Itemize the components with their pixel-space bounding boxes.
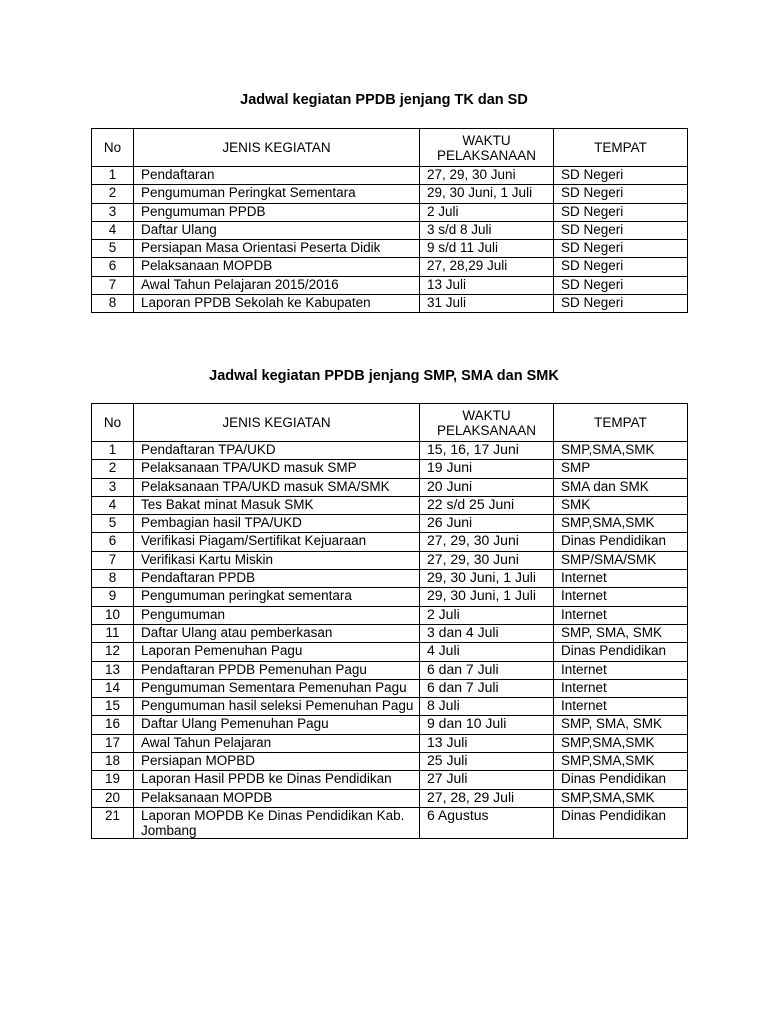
cell-tempat: SD Negeri xyxy=(554,276,688,294)
cell-no: 14 xyxy=(92,679,134,697)
cell-tempat: SD Negeri xyxy=(554,203,688,221)
cell-waktu: 29, 30 Juni, 1 Juli xyxy=(420,185,554,203)
cell-waktu: 27, 28, 29 Juli xyxy=(420,789,554,807)
cell-jenis: Pengumuman Sementara Pemenuhan Pagu xyxy=(134,679,420,697)
table-row xyxy=(92,496,688,514)
cell-waktu: 9 dan 10 Juli xyxy=(420,716,554,734)
cell-waktu: 25 Juli xyxy=(420,753,554,771)
cell-tempat: Internet xyxy=(554,679,688,697)
cell-no: 16 xyxy=(92,716,134,734)
cell-no: 3 xyxy=(92,203,134,221)
table-row xyxy=(92,679,688,697)
cell-no: 6 xyxy=(92,258,134,276)
cell-waktu: 3 s/d 8 Juli xyxy=(420,221,554,239)
cell-no: 10 xyxy=(92,606,134,624)
table1-title: Jadwal kegiatan PPDB jenjang TK dan SD xyxy=(240,92,528,108)
header-no: No xyxy=(92,129,134,167)
cell-waktu: 27 Juli xyxy=(420,771,554,789)
table-row xyxy=(92,698,688,716)
cell-waktu: 9 s/d 11 Juli xyxy=(420,240,554,258)
cell-jenis: Pengumuman PPDB xyxy=(134,203,420,221)
schedule-table-smp-sma-smk xyxy=(91,403,688,839)
cell-waktu: 27, 29, 30 Juni xyxy=(420,167,554,185)
cell-waktu: 6 Agustus xyxy=(420,807,554,838)
cell-waktu: 6 dan 7 Juli xyxy=(420,679,554,697)
table-row xyxy=(92,515,688,533)
cell-tempat: Dinas Pendidikan xyxy=(554,533,688,551)
cell-waktu: 29, 30 Juni, 1 Juli xyxy=(420,570,554,588)
cell-waktu: 27, 29, 30 Juni xyxy=(420,551,554,569)
cell-waktu: 2 Juli xyxy=(420,203,554,221)
cell-tempat: Dinas Pendidikan xyxy=(554,807,688,838)
cell-tempat: SD Negeri xyxy=(554,221,688,239)
cell-no: 19 xyxy=(92,771,134,789)
table-row xyxy=(92,185,688,203)
cell-jenis: Pengumuman xyxy=(134,606,420,624)
header-jenis-kegiatan: JENIS KEGIATAN xyxy=(134,129,420,167)
table-row xyxy=(92,606,688,624)
cell-jenis: Pengumuman hasil seleksi Pemenuhan Pagu xyxy=(134,698,420,716)
cell-tempat: SD Negeri xyxy=(554,258,688,276)
cell-no: 2 xyxy=(92,185,134,203)
cell-waktu: 27, 29, 30 Juni xyxy=(420,533,554,551)
table-row xyxy=(92,753,688,771)
table-row xyxy=(92,771,688,789)
table-row xyxy=(92,167,688,185)
cell-tempat: SMP,SMA,SMK xyxy=(554,442,688,460)
cell-tempat: SMP,SMA,SMK xyxy=(554,753,688,771)
cell-tempat: SMP xyxy=(554,460,688,478)
table-row xyxy=(92,588,688,606)
cell-no: 4 xyxy=(92,496,134,514)
cell-waktu: 8 Juli xyxy=(420,698,554,716)
cell-tempat: SD Negeri xyxy=(554,167,688,185)
cell-waktu: 13 Juli xyxy=(420,734,554,752)
cell-no: 17 xyxy=(92,734,134,752)
table-row xyxy=(92,807,688,838)
table-row xyxy=(92,624,688,642)
cell-tempat: SMP, SMA, SMK xyxy=(554,716,688,734)
cell-jenis: Pelaksanaan MOPDB xyxy=(134,258,420,276)
table-row xyxy=(92,240,688,258)
cell-no: 5 xyxy=(92,240,134,258)
table-row xyxy=(92,221,688,239)
header-jenis-kegiatan: JENIS KEGIATAN xyxy=(134,404,420,442)
cell-waktu: 22 s/d 25 Juni xyxy=(420,496,554,514)
cell-tempat: Internet xyxy=(554,570,688,588)
cell-jenis: Pendaftaran PPDB Pemenuhan Pagu xyxy=(134,661,420,679)
cell-tempat: Dinas Pendidikan xyxy=(554,643,688,661)
cell-no: 5 xyxy=(92,515,134,533)
cell-no: 1 xyxy=(92,167,134,185)
cell-tempat: Internet xyxy=(554,606,688,624)
cell-jenis: Laporan Pemenuhan Pagu xyxy=(134,643,420,661)
table-row xyxy=(92,643,688,661)
header-no: No xyxy=(92,404,134,442)
table-row xyxy=(92,442,688,460)
cell-jenis: Laporan PPDB Sekolah ke Kabupaten xyxy=(134,295,420,313)
table-row xyxy=(92,661,688,679)
cell-tempat: SMP/SMA/SMK xyxy=(554,551,688,569)
cell-waktu: 27, 28,29 Juli xyxy=(420,258,554,276)
cell-tempat: SMP,SMA,SMK xyxy=(554,515,688,533)
header-row xyxy=(92,404,688,442)
cell-no: 9 xyxy=(92,588,134,606)
cell-waktu: 2 Juli xyxy=(420,606,554,624)
cell-no: 3 xyxy=(92,478,134,496)
cell-tempat: SMP,SMA,SMK xyxy=(554,734,688,752)
cell-jenis: Pendaftaran xyxy=(134,167,420,185)
cell-jenis: Pengumuman Peringkat Sementara xyxy=(134,185,420,203)
table-row xyxy=(92,478,688,496)
cell-tempat: SD Negeri xyxy=(554,240,688,258)
schedule-table-tk-sd xyxy=(91,128,688,313)
cell-jenis: Awal Tahun Pelajaran 2015/2016 xyxy=(134,276,420,294)
cell-no: 2 xyxy=(92,460,134,478)
cell-tempat: SMP, SMA, SMK xyxy=(554,624,688,642)
table-row xyxy=(92,203,688,221)
cell-tempat: Internet xyxy=(554,588,688,606)
cell-waktu: 3 dan 4 Juli xyxy=(420,624,554,642)
header-tempat: TEMPAT xyxy=(554,129,688,167)
cell-jenis: Verifikasi Piagam/Sertifikat Kejuaraan xyxy=(134,533,420,551)
table-row xyxy=(92,734,688,752)
cell-no: 1 xyxy=(92,442,134,460)
cell-waktu: 26 Juni xyxy=(420,515,554,533)
cell-waktu: 15, 16, 17 Juni xyxy=(420,442,554,460)
cell-no: 20 xyxy=(92,789,134,807)
cell-jenis: Daftar Ulang Pemenuhan Pagu xyxy=(134,716,420,734)
cell-no: 6 xyxy=(92,533,134,551)
table-row xyxy=(92,716,688,734)
cell-waktu: 6 dan 7 Juli xyxy=(420,661,554,679)
cell-no: 7 xyxy=(92,276,134,294)
cell-jenis: Pembagian hasil TPA/UKD xyxy=(134,515,420,533)
cell-no: 4 xyxy=(92,221,134,239)
cell-no: 12 xyxy=(92,643,134,661)
table2-title: Jadwal kegiatan PPDB jenjang SMP, SMA dan SMK xyxy=(209,368,559,384)
cell-jenis: Daftar Ulang atau pemberkasan xyxy=(134,624,420,642)
cell-jenis: Laporan Hasil PPDB ke Dinas Pendidikan xyxy=(134,771,420,789)
cell-jenis: Pelaksanaan TPA/UKD masuk SMA/SMK xyxy=(134,478,420,496)
cell-no: 18 xyxy=(92,753,134,771)
table-row xyxy=(92,570,688,588)
cell-jenis: Pelaksanaan MOPDB xyxy=(134,789,420,807)
cell-waktu: 19 Juni xyxy=(420,460,554,478)
table-row xyxy=(92,460,688,478)
cell-jenis: Awal Tahun Pelajaran xyxy=(134,734,420,752)
table-row xyxy=(92,276,688,294)
cell-jenis: Daftar Ulang xyxy=(134,221,420,239)
cell-waktu: 4 Juli xyxy=(420,643,554,661)
cell-no: 8 xyxy=(92,570,134,588)
cell-tempat: SMP,SMA,SMK xyxy=(554,789,688,807)
cell-jenis: Persiapan MOPBD xyxy=(134,753,420,771)
cell-waktu: 20 Juni xyxy=(420,478,554,496)
cell-jenis: Verifikasi Kartu Miskin xyxy=(134,551,420,569)
cell-no: 7 xyxy=(92,551,134,569)
cell-jenis: Pelaksanaan TPA/UKD masuk SMP xyxy=(134,460,420,478)
cell-jenis: Pendaftaran TPA/UKD xyxy=(134,442,420,460)
table-row xyxy=(92,258,688,276)
cell-tempat: SD Negeri xyxy=(554,295,688,313)
table-row xyxy=(92,789,688,807)
header-tempat: TEMPAT xyxy=(554,404,688,442)
table-row xyxy=(92,551,688,569)
cell-waktu: 29, 30 Juni, 1 Juli xyxy=(420,588,554,606)
cell-jenis: Pendaftaran PPDB xyxy=(134,570,420,588)
cell-tempat: SD Negeri xyxy=(554,185,688,203)
cell-tempat: Internet xyxy=(554,698,688,716)
cell-jenis: Tes Bakat minat Masuk SMK xyxy=(134,496,420,514)
cell-no: 8 xyxy=(92,295,134,313)
cell-tempat: Internet xyxy=(554,661,688,679)
table-row xyxy=(92,533,688,551)
cell-jenis: Pengumuman peringkat sementara xyxy=(134,588,420,606)
cell-jenis: Persiapan Masa Orientasi Peserta Didik xyxy=(134,240,420,258)
header-row xyxy=(92,129,688,167)
cell-no: 21 xyxy=(92,807,134,838)
cell-tempat: Dinas Pendidikan xyxy=(554,771,688,789)
cell-waktu: 31 Juli xyxy=(420,295,554,313)
table-row xyxy=(92,295,688,313)
cell-tempat: SMA dan SMK xyxy=(554,478,688,496)
cell-tempat: SMK xyxy=(554,496,688,514)
cell-waktu: 13 Juli xyxy=(420,276,554,294)
cell-no: 11 xyxy=(92,624,134,642)
header-waktu-pelaksanaan: WAKTU PELAKSANAAN xyxy=(420,129,554,167)
header-waktu-pelaksanaan: WAKTU PELAKSANAAN xyxy=(420,404,554,442)
cell-jenis: Laporan MOPDB Ke Dinas Pendidikan Kab. Jombang xyxy=(134,807,420,838)
cell-no: 13 xyxy=(92,661,134,679)
cell-no: 15 xyxy=(92,698,134,716)
